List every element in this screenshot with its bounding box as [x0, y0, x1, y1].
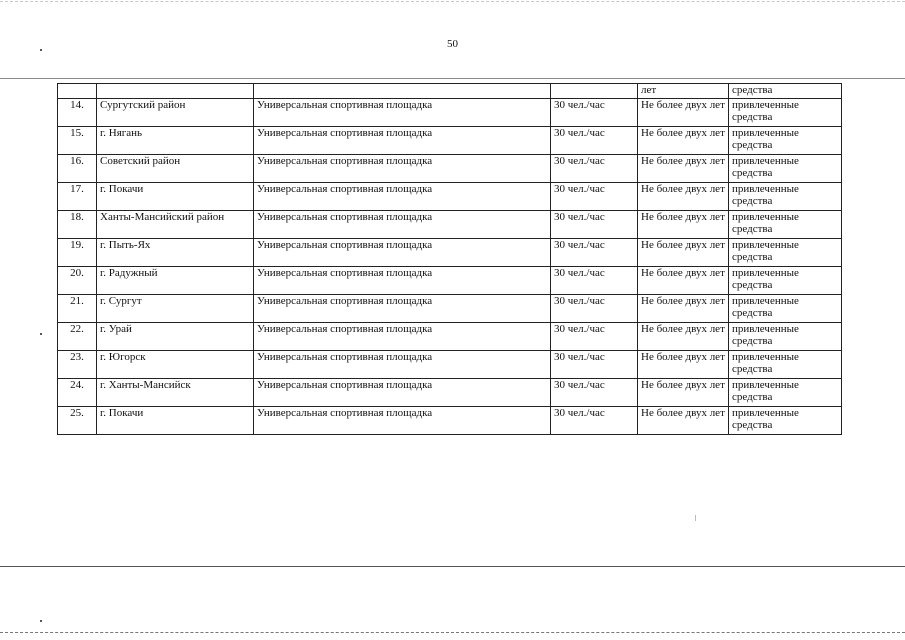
term-cell: Не более двух лет — [638, 351, 729, 379]
bottom-edge-line — [0, 632, 905, 633]
object-cell: Универсальная спортивная площадка — [254, 99, 551, 127]
capacity-cell: 30 чел./час — [551, 99, 638, 127]
capacity-cell: 30 чел./час — [551, 407, 638, 435]
row-number: 25. — [58, 407, 97, 435]
term-cell: Не более двух лет — [638, 295, 729, 323]
municipality-cell: Сургутский район — [97, 99, 254, 127]
table-row — [58, 407, 842, 435]
header-separator — [0, 78, 905, 79]
capacity-cell: 30 чел./час — [551, 351, 638, 379]
capacity-cell: 30 чел./час — [551, 239, 638, 267]
table-row — [58, 183, 842, 211]
term-cell: лет — [638, 84, 729, 99]
source-cell: привлеченные средства — [729, 379, 842, 407]
table-row — [58, 99, 842, 127]
source-cell: привлеченные средства — [729, 295, 842, 323]
municipality-cell: г. Ханты-Мансийск — [97, 379, 254, 407]
row-number: 21. — [58, 295, 97, 323]
scan-mark — [695, 515, 696, 521]
municipality-cell: г. Югорск — [97, 351, 254, 379]
term-cell: Не более двух лет — [638, 155, 729, 183]
object-cell: Универсальная спортивная площадка — [254, 239, 551, 267]
table-row — [58, 351, 842, 379]
table-row — [58, 239, 842, 267]
capacity-cell: 30 чел./час — [551, 323, 638, 351]
municipality-cell — [97, 84, 254, 99]
row-number: 17. — [58, 183, 97, 211]
table-row — [58, 379, 842, 407]
page-number: 50 — [447, 38, 458, 50]
source-cell: привлеченные средства — [729, 323, 842, 351]
row-number: 14. — [58, 99, 97, 127]
source-cell: привлеченные средства — [729, 127, 842, 155]
source-cell: привлеченные средства — [729, 267, 842, 295]
term-cell: Не более двух лет — [638, 407, 729, 435]
term-cell: Не более двух лет — [638, 379, 729, 407]
municipality-cell: г. Покачи — [97, 183, 254, 211]
top-edge-line — [0, 1, 905, 2]
municipality-cell: г. Сургут — [97, 295, 254, 323]
table-row — [58, 267, 842, 295]
source-cell: привлеченные средства — [729, 155, 842, 183]
municipality-cell: г. Нягань — [97, 127, 254, 155]
row-number: 15. — [58, 127, 97, 155]
source-cell: привлеченные средства — [729, 351, 842, 379]
row-number: 22. — [58, 323, 97, 351]
term-cell: Не более двух лет — [638, 239, 729, 267]
object-cell: Универсальная спортивная площадка — [254, 155, 551, 183]
capacity-cell: 30 чел./час — [551, 155, 638, 183]
source-cell: привлеченные средства — [729, 239, 842, 267]
capacity-cell: 30 чел./час — [551, 379, 638, 407]
row-number: 23. — [58, 351, 97, 379]
scan-dot — [40, 620, 42, 622]
scan-dot — [40, 333, 42, 335]
municipality-cell: г. Урай — [97, 323, 254, 351]
capacity-cell — [551, 84, 638, 99]
municipality-cell: Советский район — [97, 155, 254, 183]
source-cell: привлеченные средства — [729, 99, 842, 127]
term-cell: Не более двух лет — [638, 127, 729, 155]
row-number: 19. — [58, 239, 97, 267]
capacity-cell: 30 чел./час — [551, 183, 638, 211]
row-number: 24. — [58, 379, 97, 407]
table-row — [58, 323, 842, 351]
object-cell: Универсальная спортивная площадка — [254, 127, 551, 155]
object-cell: Универсальная спортивная площадка — [254, 183, 551, 211]
object-cell: Универсальная спортивная площадка — [254, 379, 551, 407]
object-cell: Универсальная спортивная площадка — [254, 211, 551, 239]
table-row-continued — [58, 84, 842, 99]
facilities-table — [57, 83, 842, 435]
table-row — [58, 155, 842, 183]
object-cell: Универсальная спортивная площадка — [254, 407, 551, 435]
table-row — [58, 295, 842, 323]
table-row — [58, 127, 842, 155]
table-body — [58, 84, 842, 435]
municipality-cell: г. Радужный — [97, 267, 254, 295]
capacity-cell: 30 чел./час — [551, 295, 638, 323]
source-cell: привлеченные средства — [729, 407, 842, 435]
row-number — [58, 84, 97, 99]
capacity-cell: 30 чел./час — [551, 211, 638, 239]
row-number: 20. — [58, 267, 97, 295]
lower-separator — [0, 566, 905, 567]
term-cell: Не более двух лет — [638, 267, 729, 295]
source-cell: привлеченные средства — [729, 211, 842, 239]
row-number: 16. — [58, 155, 97, 183]
source-cell: средства — [729, 84, 842, 99]
capacity-cell: 30 чел./час — [551, 127, 638, 155]
capacity-cell: 30 чел./час — [551, 267, 638, 295]
object-cell: Универсальная спортивная площадка — [254, 267, 551, 295]
municipality-cell: г. Покачи — [97, 407, 254, 435]
scan-dot — [40, 49, 42, 51]
municipality-cell: Ханты-Мансийский район — [97, 211, 254, 239]
object-cell: Универсальная спортивная площадка — [254, 323, 551, 351]
term-cell: Не более двух лет — [638, 183, 729, 211]
object-cell: Универсальная спортивная площадка — [254, 351, 551, 379]
term-cell: Не более двух лет — [638, 99, 729, 127]
municipality-cell: г. Пыть-Ях — [97, 239, 254, 267]
object-cell: Универсальная спортивная площадка — [254, 295, 551, 323]
object-cell — [254, 84, 551, 99]
row-number: 18. — [58, 211, 97, 239]
term-cell: Не более двух лет — [638, 323, 729, 351]
source-cell: привлеченные средства — [729, 183, 842, 211]
table-row — [58, 211, 842, 239]
term-cell: Не более двух лет — [638, 211, 729, 239]
